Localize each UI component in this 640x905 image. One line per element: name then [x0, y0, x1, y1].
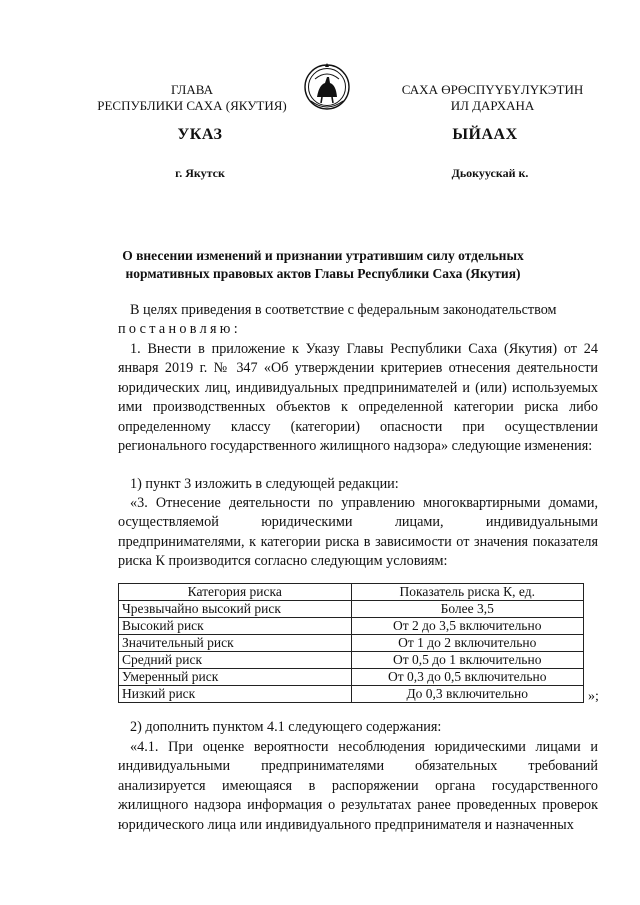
clause-1-paragraph: 1. Внести в приложение к Указу Главы Республики Саха (Якутия) от 24 января 2019 г. № 347 «Об утверждении критериев отнесения деятельности юридических лиц, индивидуальных предпринимателей и (или) используемых ими производственных объектов к определенной категории риска либо определенному классу (категории) опасности при осуществлении регионального государственного жилищного надзора» следующие изменения: — [118, 341, 598, 455]
issuer-line-2: РЕСПУБЛИКИ САХА (ЯКУТИЯ) — [97, 98, 287, 113]
issuer-line-2-sakha: ИЛ ДАРХАНА — [450, 98, 535, 113]
issuer-line-1: ГЛАВА — [171, 82, 213, 97]
table-header-row — [119, 584, 584, 601]
issuer-line-1-sakha: САХА ӨРӨСПҮҮБҮЛҮКЭТИН — [401, 82, 584, 97]
table-header-cell: Показатель риска К, ед. — [351, 584, 584, 601]
title-line-2: нормативных правовых актов Главы Республики Саха (Якутия) — [125, 266, 521, 281]
table-row — [119, 635, 584, 652]
table-row — [119, 618, 584, 635]
point-4-1-paragraph: «4.1. При оценке вероятности несоблюдения юридическими лицами и индивидуальными предпринимателями обязательных требований анализируется имеющаяся в распоряжении органа государственного жилищного надзора информация о результатах ранее проведенных проверок юридического лица или индивидуального предпринимателя и назначенных — [118, 739, 598, 833]
table-cell: От 0,5 до 1 включительно — [351, 652, 584, 669]
document-title — [90, 247, 556, 283]
subclause-1-paragraph: 1) пункт 3 изложить в следующей редакции: — [130, 476, 399, 492]
issuer-block-russian — [72, 82, 312, 114]
table-cell: От 0,3 до 0,5 включительно — [351, 669, 584, 686]
table-cell: Чрезвычайно высокий риск — [119, 601, 352, 618]
city-russian: г. Якутск — [175, 166, 225, 180]
table-row — [119, 669, 584, 686]
title-line-1: О внесении изменений и признании утратившим силу отдельных — [122, 248, 524, 263]
city-sakha: Дьокуускай к. — [451, 166, 529, 180]
coat-of-arms-emblem — [303, 57, 351, 117]
quote-close-mark: »; — [588, 689, 599, 704]
table-row — [119, 601, 584, 618]
preamble-decree-word: постановляю: — [118, 321, 241, 337]
table-row — [119, 652, 584, 669]
table-cell: От 1 до 2 включительно — [351, 635, 584, 652]
doc-type-sakha: ЫЙААХ — [452, 126, 518, 143]
table-cell: Значительный риск — [119, 635, 352, 652]
table-row — [119, 686, 584, 703]
doc-type-russian: УКАЗ — [177, 126, 223, 143]
table-cell: До 0,3 включительно — [351, 686, 584, 703]
subclause-2-paragraph: 2) дополнить пунктом 4.1 следующего содержания: — [130, 719, 442, 735]
table-cell: Более 3,5 — [351, 601, 584, 618]
table-cell: Средний риск — [119, 652, 352, 669]
preamble-paragraph: В целях приведения в соответствие с федеральным законодательством — [130, 302, 557, 318]
table-cell: От 2 до 3,5 включительно — [351, 618, 584, 635]
point-3-paragraph: «3. Отнесение деятельности по управлению многоквартирными домами, осуществляемой юридическими лицами, индивидуальными предпринимателями, к категории риска в зависимости от значения показателя риска К производится согласно следующим условиям: — [118, 495, 598, 570]
risk-category-table — [118, 583, 584, 703]
table-cell: Высокий риск — [119, 618, 352, 635]
table-cell: Умеренный риск — [119, 669, 352, 686]
table-cell: Низкий риск — [119, 686, 352, 703]
table-header-cell: Категория риска — [119, 584, 352, 601]
issuer-block-sakha — [390, 82, 595, 114]
